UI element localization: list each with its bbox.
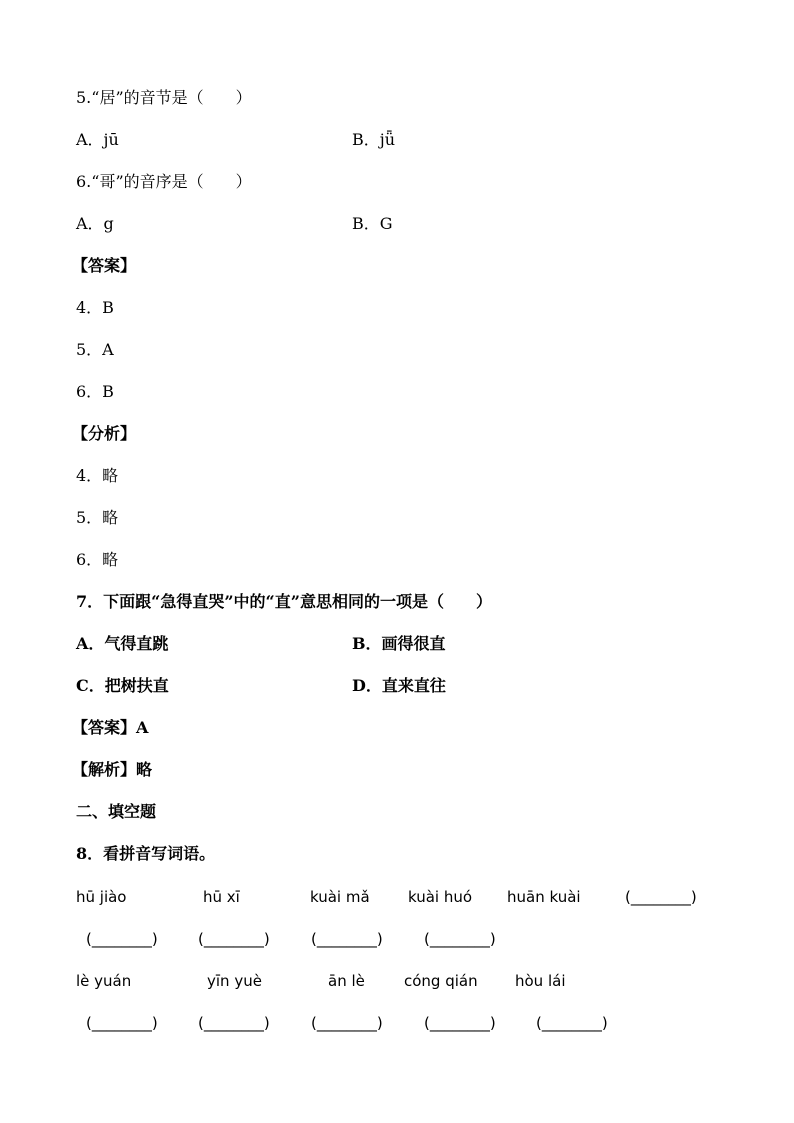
answer-blank[interactable]: (________) xyxy=(424,1014,496,1032)
q8-stem: 8．看拼音写词语。 xyxy=(76,844,216,863)
pinyin-word: hū jiào xyxy=(76,888,127,906)
analysis-item: 4．略 xyxy=(76,466,119,485)
answer-blank[interactable]: (________) xyxy=(625,888,697,906)
answer-blank[interactable]: (________) xyxy=(86,930,158,948)
pinyin-word: kuài mǎ xyxy=(310,888,370,906)
answer-blank[interactable]: (________) xyxy=(536,1014,608,1032)
pinyin-word: kuài huó xyxy=(408,888,473,906)
q7-option-b: B．画得很直 xyxy=(352,634,446,653)
q7-option-c: C．把树扶直 xyxy=(76,676,169,695)
pinyin-word: lè yuán xyxy=(76,972,132,990)
answer-item: 6．B xyxy=(76,382,114,401)
analysis-item: 5．略 xyxy=(76,508,119,527)
pinyin-word: yīn yuè xyxy=(207,972,262,990)
answer-blank[interactable]: (________) xyxy=(311,1014,383,1032)
pinyin-word: ān lè xyxy=(328,972,365,990)
q6-stem: 6.“哥”的音序是（ ） xyxy=(76,172,252,191)
answer-blank[interactable]: (________) xyxy=(86,1014,158,1032)
answer-item: 4．B xyxy=(76,298,114,317)
q7-option-a: A．气得直跳 xyxy=(76,634,169,653)
answer-blank[interactable]: (________) xyxy=(424,930,496,948)
analysis-header: 【分析】 xyxy=(72,424,137,443)
answer-blank[interactable]: (________) xyxy=(311,930,383,948)
q7-answer: 【答案】A xyxy=(72,718,149,737)
q7-explanation: 【解析】略 xyxy=(72,760,153,779)
analysis-item: 6．略 xyxy=(76,550,119,569)
q5-stem: 5.“居”的音节是（ ） xyxy=(76,88,252,107)
answer-header: 【答案】 xyxy=(72,256,137,275)
answer-item: 5．A xyxy=(76,340,114,359)
q7-stem: 7．下面跟“急得直哭”中的“直”意思相同的一项是（ ） xyxy=(76,592,492,611)
q6-option-b: B．G xyxy=(352,214,393,233)
answer-blank[interactable]: (________) xyxy=(198,930,270,948)
q7-option-d: D．直来直往 xyxy=(352,676,446,695)
q5-option-a: A．jū xyxy=(76,130,119,149)
pinyin-word: hū xī xyxy=(203,888,240,906)
q5-option-b: B．jǖ xyxy=(352,130,396,149)
answer-blank[interactable]: (________) xyxy=(198,1014,270,1032)
pinyin-word: cóng qián xyxy=(404,972,478,990)
q6-option-a: A．g xyxy=(76,214,114,233)
pinyin-word: hòu lái xyxy=(515,972,566,990)
pinyin-word: huān kuài xyxy=(507,888,581,906)
section-title: 二、填空题 xyxy=(76,802,157,821)
